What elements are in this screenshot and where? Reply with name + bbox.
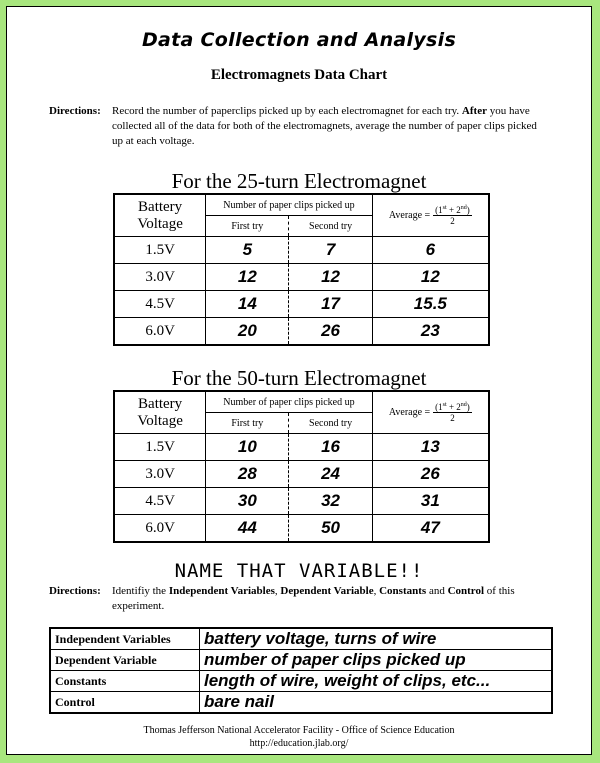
- first-try-cell: 10: [206, 434, 289, 461]
- variable-value: length of wire, weight of clips, etc...: [200, 671, 553, 692]
- directions-text-part: Identifiy the: [112, 585, 169, 597]
- variables-table: [49, 627, 553, 714]
- header-battery-line1: Battery: [138, 198, 183, 215]
- average-fraction: [433, 205, 472, 226]
- variable-value: battery voltage, turns of wire: [200, 628, 553, 650]
- voltage-cell: 4.5V: [114, 488, 206, 515]
- variable-label: Control: [50, 692, 200, 714]
- table-row: [50, 692, 552, 714]
- table-row: [50, 628, 552, 650]
- footer-organization: Thomas Jefferson National Accelerator Facility - Office of Science Education: [143, 725, 455, 736]
- fraction-part: + 2: [446, 402, 461, 412]
- average-cell: 13: [372, 434, 489, 461]
- directions-text-part: of this experiment.: [112, 585, 515, 612]
- variable-label: Dependent Variable: [50, 650, 200, 671]
- header-battery-line2: Voltage: [137, 215, 183, 232]
- footer: [7, 724, 591, 750]
- directions-bold-word: Constants: [379, 585, 427, 597]
- directions-text-part: and: [426, 585, 448, 597]
- section-title-25-turn: For the 25-turn Electromagnet: [171, 169, 427, 193]
- table-row: [114, 488, 489, 515]
- table-row: [50, 671, 552, 692]
- table-row: [114, 515, 489, 543]
- average-cell: 15.5: [372, 291, 489, 318]
- voltage-cell: 1.5V: [114, 434, 206, 461]
- footer-url[interactable]: http://education.jlab.org/: [249, 738, 349, 749]
- table-50-turn: [113, 390, 490, 543]
- average-fraction: [433, 402, 472, 423]
- directions-label: Directions:: [49, 585, 101, 597]
- header-battery-line1: Battery: [138, 395, 183, 412]
- directions-text: [112, 584, 549, 614]
- directions-data-collection: [49, 104, 549, 149]
- fraction-part: st: [442, 402, 447, 408]
- voltage-cell: 3.0V: [114, 264, 206, 291]
- table-row: [114, 237, 489, 264]
- header-first-try: First try: [206, 413, 289, 434]
- table-row: [50, 650, 552, 671]
- header-battery-voltage: [114, 194, 206, 237]
- average-cell: 47: [372, 515, 489, 543]
- fraction-part: (1: [435, 205, 443, 215]
- first-try-cell: 28: [206, 461, 289, 488]
- variable-value: number of paper clips picked up: [200, 650, 553, 671]
- fraction-part: (1: [435, 402, 443, 412]
- header-second-try: Second try: [289, 413, 372, 434]
- header-first-try: First try: [206, 216, 289, 237]
- first-try-cell: 20: [206, 318, 289, 346]
- second-try-cell: 32: [289, 488, 372, 515]
- first-try-cell: 14: [206, 291, 289, 318]
- second-try-cell: 16: [289, 434, 372, 461]
- directions-bold-word: After: [461, 105, 487, 117]
- variable-label: Constants: [50, 671, 200, 692]
- directions-text-part: ,: [274, 585, 281, 597]
- table-row: [114, 434, 489, 461]
- directions-text-part: ,: [373, 585, 380, 597]
- average-cell: 12: [372, 264, 489, 291]
- worksheet-page: [6, 6, 592, 755]
- directions-variables: [49, 584, 549, 614]
- variable-value: bare nail: [200, 692, 553, 714]
- table-row: [114, 318, 489, 346]
- header-battery-voltage: [114, 391, 206, 434]
- second-try-cell: 12: [289, 264, 372, 291]
- table-row: [114, 461, 489, 488]
- directions-bold-word: Independent Variables: [168, 585, 275, 597]
- table-row: [114, 264, 489, 291]
- page-subtitle: Electromagnets Data Chart: [210, 67, 388, 83]
- voltage-cell: 3.0V: [114, 461, 206, 488]
- fraction-part: + 2: [446, 205, 461, 215]
- voltage-cell: 6.0V: [114, 318, 206, 346]
- voltage-cell: 6.0V: [114, 515, 206, 543]
- second-try-cell: 50: [289, 515, 372, 543]
- average-label: Average =: [388, 210, 431, 221]
- first-try-cell: 30: [206, 488, 289, 515]
- directions-text: [112, 104, 549, 149]
- section-title-50-turn: For the 50-turn Electromagnet: [171, 366, 427, 390]
- header-average: [372, 391, 489, 434]
- fraction-denominator: 2: [450, 413, 455, 423]
- page-title: Data Collection and Analysis: [141, 29, 457, 51]
- table-25-turn: [113, 193, 490, 346]
- average-cell: 26: [372, 461, 489, 488]
- voltage-cell: 4.5V: [114, 291, 206, 318]
- directions-text-part: you have collected all of the data for both of the electromagnets, average the number of paper clips picked up at each voltage.: [112, 105, 537, 147]
- fraction-part: nd: [460, 205, 467, 211]
- second-try-cell: 7: [289, 237, 372, 264]
- fraction-part: ): [466, 402, 470, 412]
- first-try-cell: 44: [206, 515, 289, 543]
- directions-bold-word: Control: [447, 585, 485, 597]
- header-average: [372, 194, 489, 237]
- second-try-cell: 26: [289, 318, 372, 346]
- average-cell: 6: [372, 237, 489, 264]
- average-cell: 31: [372, 488, 489, 515]
- second-try-cell: 17: [289, 291, 372, 318]
- fraction-part: ): [466, 205, 470, 215]
- fraction-denominator: 2: [450, 216, 455, 226]
- second-try-cell: 24: [289, 461, 372, 488]
- fraction-part: st: [442, 205, 447, 211]
- variable-section-title: NAME THAT VARIABLE!!: [174, 560, 424, 582]
- directions-bold-word: Dependent Variable: [280, 585, 374, 597]
- variable-label: Independent Variables: [50, 628, 200, 650]
- header-second-try: Second try: [289, 216, 372, 237]
- first-try-cell: 5: [206, 237, 289, 264]
- average-label: Average =: [388, 407, 431, 418]
- average-cell: 23: [372, 318, 489, 346]
- directions-text-part: Record the number of paperclips picked up by each electromagnet for each try.: [112, 105, 462, 117]
- header-battery-line2: Voltage: [137, 412, 183, 429]
- fraction-part: nd: [460, 402, 467, 408]
- table-row: [114, 291, 489, 318]
- voltage-cell: 1.5V: [114, 237, 206, 264]
- header-paper-clips: Number of paper clips picked up: [206, 194, 372, 216]
- header-paper-clips: Number of paper clips picked up: [206, 391, 372, 413]
- first-try-cell: 12: [206, 264, 289, 291]
- directions-label: Directions:: [49, 105, 101, 117]
